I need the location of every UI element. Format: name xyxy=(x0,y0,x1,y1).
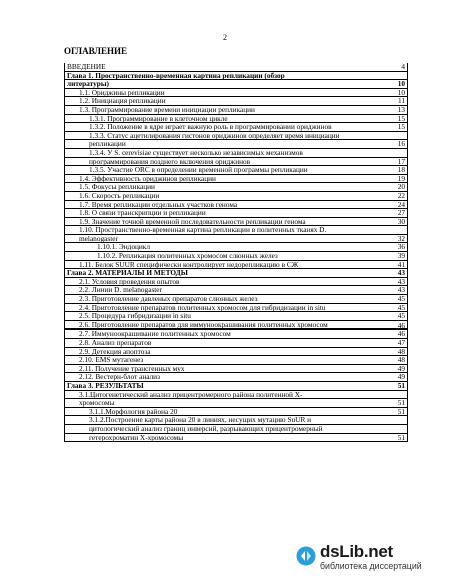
toc-entry-title: 2.8. Анализ препаратов xyxy=(79,338,152,347)
toc-entry-title: Глава 3. РЕЗУЛЬТАТЫ xyxy=(67,380,144,390)
toc-entry-title: Глава 1. Пространственно-временная картина репликации (обзор xyxy=(67,70,285,80)
toc-entry-title: 1.3.5. Участие ORC в определении временной программы репликации xyxy=(89,165,308,175)
toc-entry-title: 2.12. Вестерн-блот анализ xyxy=(79,372,160,382)
toc-entry-title: программирования позднего включения ориджинов xyxy=(89,156,251,166)
toc-entry-page: 18 xyxy=(397,165,405,175)
toc-entry-page: 48 xyxy=(397,355,405,365)
toc-entry-page: 46 xyxy=(397,320,405,330)
toc-entry-page: 24 xyxy=(397,199,405,209)
toc-entry-title: 3.1.1.Морфология района 20 xyxy=(89,406,178,416)
toc-entry-page: 48 xyxy=(397,346,405,356)
watermark xyxy=(296,542,446,572)
toc-entry-page: 46 xyxy=(397,329,405,339)
page-number: 2 xyxy=(223,33,227,42)
toc-heading: ОГЛАВЛЕНИЕ xyxy=(64,46,127,56)
watermark-brand: dsLib.net xyxy=(320,542,393,561)
toc-entry-page: 51 xyxy=(397,406,405,416)
toc-entry-page: 51 xyxy=(397,398,405,408)
toc-entry-title: 1.4. Эффективность ориджинов репликации xyxy=(79,173,216,183)
toc-entry-page: 10 xyxy=(397,79,405,89)
toc-entry-title: 1.1. Ориджины репликации xyxy=(79,87,165,97)
toc-entry-title: 1.10.1. Эндоцикл xyxy=(97,242,150,252)
toc-entry-page: 43 xyxy=(397,276,405,286)
toc-entry-page: 39 xyxy=(397,251,405,261)
toc-entry-page: 43 xyxy=(397,268,405,278)
toc-entry-title: 1.3. Программирование времени инициации репликации xyxy=(79,104,255,114)
toc-entry xyxy=(65,391,407,400)
toc-entry-page: 17 xyxy=(397,156,405,166)
toc-entry-page: 43 xyxy=(397,285,405,295)
toc-entry-title: melanogaster xyxy=(79,233,118,243)
toc-entry-page: 32 xyxy=(397,233,405,243)
toc-entry-title: 1.3.4. У S. cerevisiae существует несколько независимых механизмов xyxy=(89,147,303,157)
toc-entry-page: 22 xyxy=(397,190,405,200)
toc-entry-title: 2.9. Детекция апоптоза xyxy=(79,346,151,356)
toc-entry-title: гетерохроматин X-хромосомы xyxy=(89,432,184,442)
toc-entry-page: 45 xyxy=(397,311,405,321)
table-of-contents xyxy=(64,63,408,442)
toc-entry-title: 2.7. Иммуноокрашивание политенных хромосом xyxy=(79,329,231,339)
toc-entry-title: 2.4. Приготовление препаратов политенных хромосом для гибридизации in situ xyxy=(79,302,326,312)
watermark-tagline: библиотека диссертаций xyxy=(320,561,422,571)
toc-entry-title: 2.5. Процедура гибридизации in situ xyxy=(79,311,191,321)
toc-entry-page: 49 xyxy=(397,363,405,373)
toc-entry-title: 3.1.Цитогенетический анализ прицентромерного района политенной X- xyxy=(79,389,303,399)
toc-entry-page: 4 xyxy=(401,62,405,71)
toc-entry-title: 2.11. Получение трансгенных мух xyxy=(79,363,185,373)
toc-entry-page: 15 xyxy=(397,122,405,132)
toc-entry-title: 1.11. Белок SUUR специфически контролирует недорепликацию в СЖ xyxy=(79,259,299,269)
toc-entry-title: 1.8. О связи транскрипции и репликации xyxy=(79,208,206,218)
toc-entry-title: 1.3.3. Статус ацетилирования гистонов ориджинов определяет время инициации xyxy=(89,130,340,140)
toc-entry-page: 10 xyxy=(397,87,405,97)
toc-entry-title: 2.10. EMS мутагенез xyxy=(79,355,144,365)
toc-entry-page: 51 xyxy=(397,432,405,442)
toc-entry-title: ВВЕДЕНИЕ xyxy=(67,62,106,71)
toc-entry-page: 19 xyxy=(397,173,405,183)
dslib-logo-icon xyxy=(296,546,316,566)
toc-entry-page: 51 xyxy=(397,380,405,390)
toc-entry-page: 41 xyxy=(397,259,405,269)
toc-entry-title: 3.1.2.Построение карты района 20 в линиях, несущих мутацию SuUR и xyxy=(89,415,312,425)
toc-entry xyxy=(65,72,407,81)
toc-entry-title: Глава 2. МАТЕРИАЛЫ И МЕТОДЫ xyxy=(67,268,188,278)
toc-entry-title: 1.7. Время репликации отдельных участков генома xyxy=(79,199,238,209)
toc-entry-page: 45 xyxy=(397,302,405,312)
toc-entry-page: 36 xyxy=(397,242,405,252)
toc-entry-title: 2.1. Условия проведения опытов xyxy=(79,276,180,286)
toc-entry-title: литературы) xyxy=(67,79,109,89)
toc-entry-title: репликации xyxy=(89,139,126,149)
toc-entry-page: 20 xyxy=(397,182,405,192)
toc-entry-page: 11 xyxy=(397,96,405,106)
toc-entry-title: 2.6. Приготовление препаратов для иммуноокрашивания политенных хромосом xyxy=(79,319,328,329)
toc-entry-title: 1.9. Значение точной временной последовательности репликации генома xyxy=(79,216,306,226)
toc-entry-title: хромосомы xyxy=(79,398,115,408)
toc-entry-title: 1.5. Фокусы репликации xyxy=(79,182,155,192)
toc-entry-title: 1.6. Скорость репликации xyxy=(79,190,160,200)
toc-entry-title: 1.3.2. Положение в ядре играет важную роль в программировании ориджинов xyxy=(89,122,332,132)
toc-entry-title: 2.3. Приготовление давленых препаратов слюнных желез xyxy=(79,294,258,304)
toc-entry-title: цитологический анализ границ инверсий, разрывающих прицентромерный xyxy=(89,423,323,433)
toc-entry-page: 16 xyxy=(397,139,405,149)
toc-entry-page: 49 xyxy=(397,372,405,382)
toc-entry xyxy=(65,434,407,443)
toc-entry-title: 1.3.1. Программирование в клеточном цикле xyxy=(89,113,228,123)
toc-entry-title: 1.10.2. Репликация политенных хромосом слюнных желез xyxy=(97,251,278,261)
toc-entry-page: 47 xyxy=(397,338,405,347)
toc-entry-title: 1.10. Пространственно-временная картина репликации в политенных тканях D. xyxy=(79,225,327,235)
toc-entry-page: 45 xyxy=(397,294,405,304)
toc-entry xyxy=(65,321,407,330)
toc-entry-title: 1.2. Инициация репликации xyxy=(79,96,166,106)
toc-entry-title: 2.2. Линии D. melanogaster xyxy=(79,285,162,295)
toc-entry-page: 15 xyxy=(397,113,405,123)
toc-entry-page: 30 xyxy=(397,216,405,226)
toc-entry-page: 27 xyxy=(397,208,405,218)
toc-entry-page: 13 xyxy=(397,104,405,114)
